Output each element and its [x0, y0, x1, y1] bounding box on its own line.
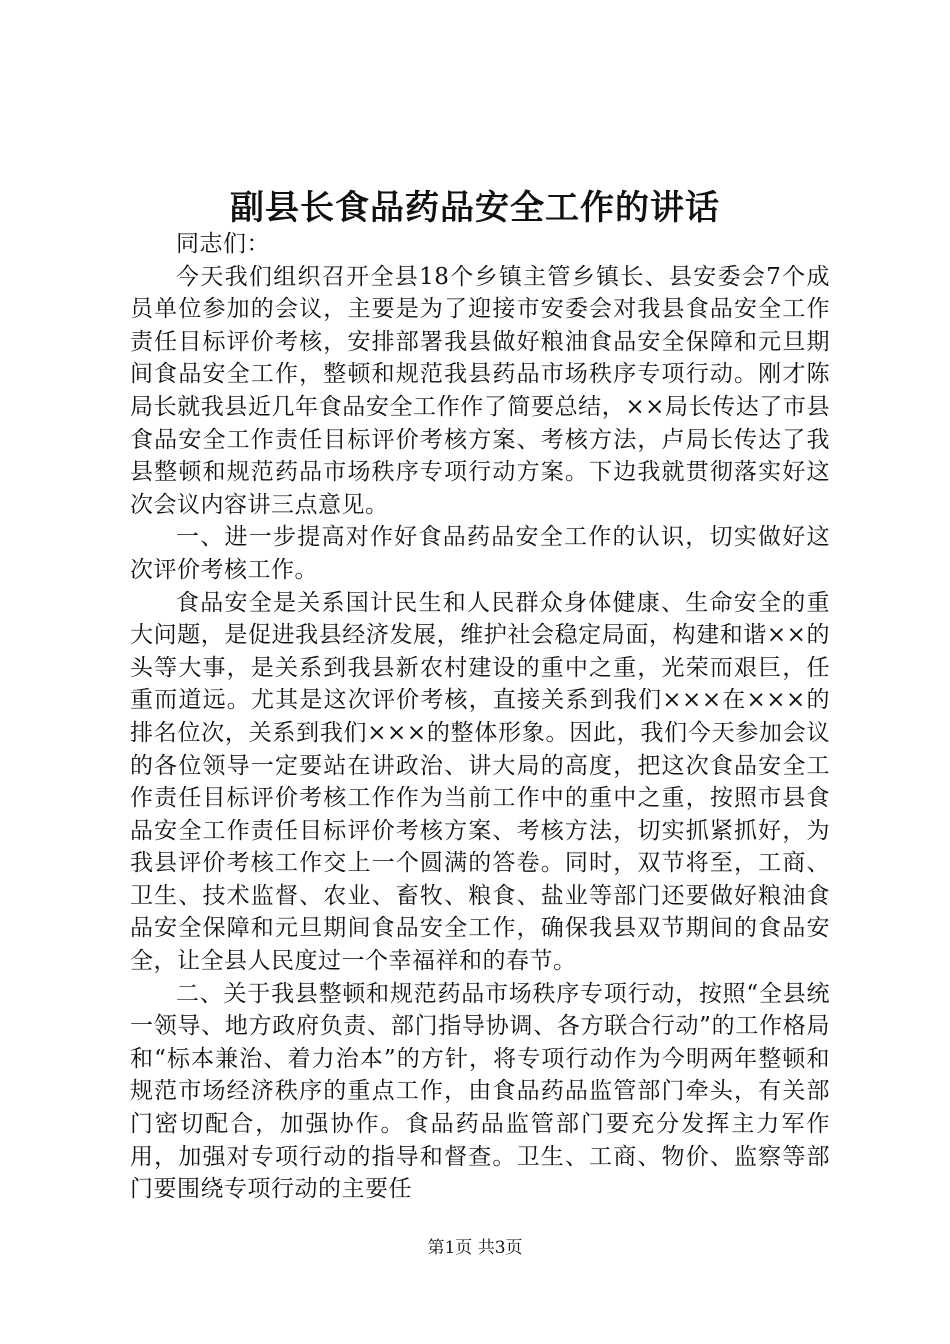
document-title: 副县长食品药品安全工作的讲话 [230, 188, 720, 228]
page-number-footer: 第1页 共3页 [427, 1238, 523, 1258]
paragraph-section-one-heading: 一、进一步提高对作好食品药品安全工作的认识，切实做好这次评价考核工作。 [130, 524, 830, 583]
document-body [130, 228, 830, 1206]
paragraph-food-safety: 食品安全是关系国计民生和人民群众身体健康、生命安全的重大问题，是促进我县经济发展，维护社会稳定局面，构建和谐××的头等大事，是关系到我县新农村建设的重中之重，光荣而艰巨，任重而道远。尤其是这次评价考核，直接关系到我们×××在×××的排名位次，关系到我们×××的整体形象。因此，我们今天参加会议的各位领导一定要站在讲政治、讲大局的高度，把这次食品安全工作责任目标评价考核工作作为当前工作中的重中之重，按照市县食品安全工作责任目标评价考核方案、考核方法，切实抓紧抓好，为我县评价考核工作交上一个圆满的答卷。同时，双节将至，工商、卫生、技术监督、农业、畜牧、粮食、盐业等部门还要做好粮油食品安全保障和元旦期间食品安全工作，确保我县双节期间的食品安全，让全县人民度过一个幸福祥和的春节。 [130, 589, 830, 975]
paragraph-intro: 今天我们组织召开全县18个乡镇主管乡镇长、县安委会7个成员单位参加的会议，主要是为了迎接市安委会对我县食品安全工作责任目标评价考核，安排部署我县做好粮油食品安全保障和元旦期间食品安全工作，整顿和规范我县药品市场秩序专项行动。刚才陈局长就我县近几年食品安全工作作了简要总结，××局长传达了市县食品安全工作责任目标评价考核方案、考核方法，卢局长传达了我县整顿和规范药品市场秩序专项行动方案。下边我就贯彻落实好这次会议内容讲三点意见。 [130, 263, 830, 518]
paragraph-section-two: 二、关于我县整顿和规范药品市场秩序专项行动，按照“全县统一领导、地方政府负责、部门指导协调、各方联合行动”的工作格局和“标本兼治、着力治本”的方针，将专项行动作为今明两年整顿和规范市场经济秩序的重点工作，由食品药品监管部门牵头，有关部门密切配合，加强协作。食品药品监管部门要充分发挥主力军作用，加强对专项行动的指导和督查。卫生、工商、物价、监察等部门要围绕专项行动的主要任 [130, 980, 830, 1203]
salutation: 同志们： [176, 231, 270, 257]
